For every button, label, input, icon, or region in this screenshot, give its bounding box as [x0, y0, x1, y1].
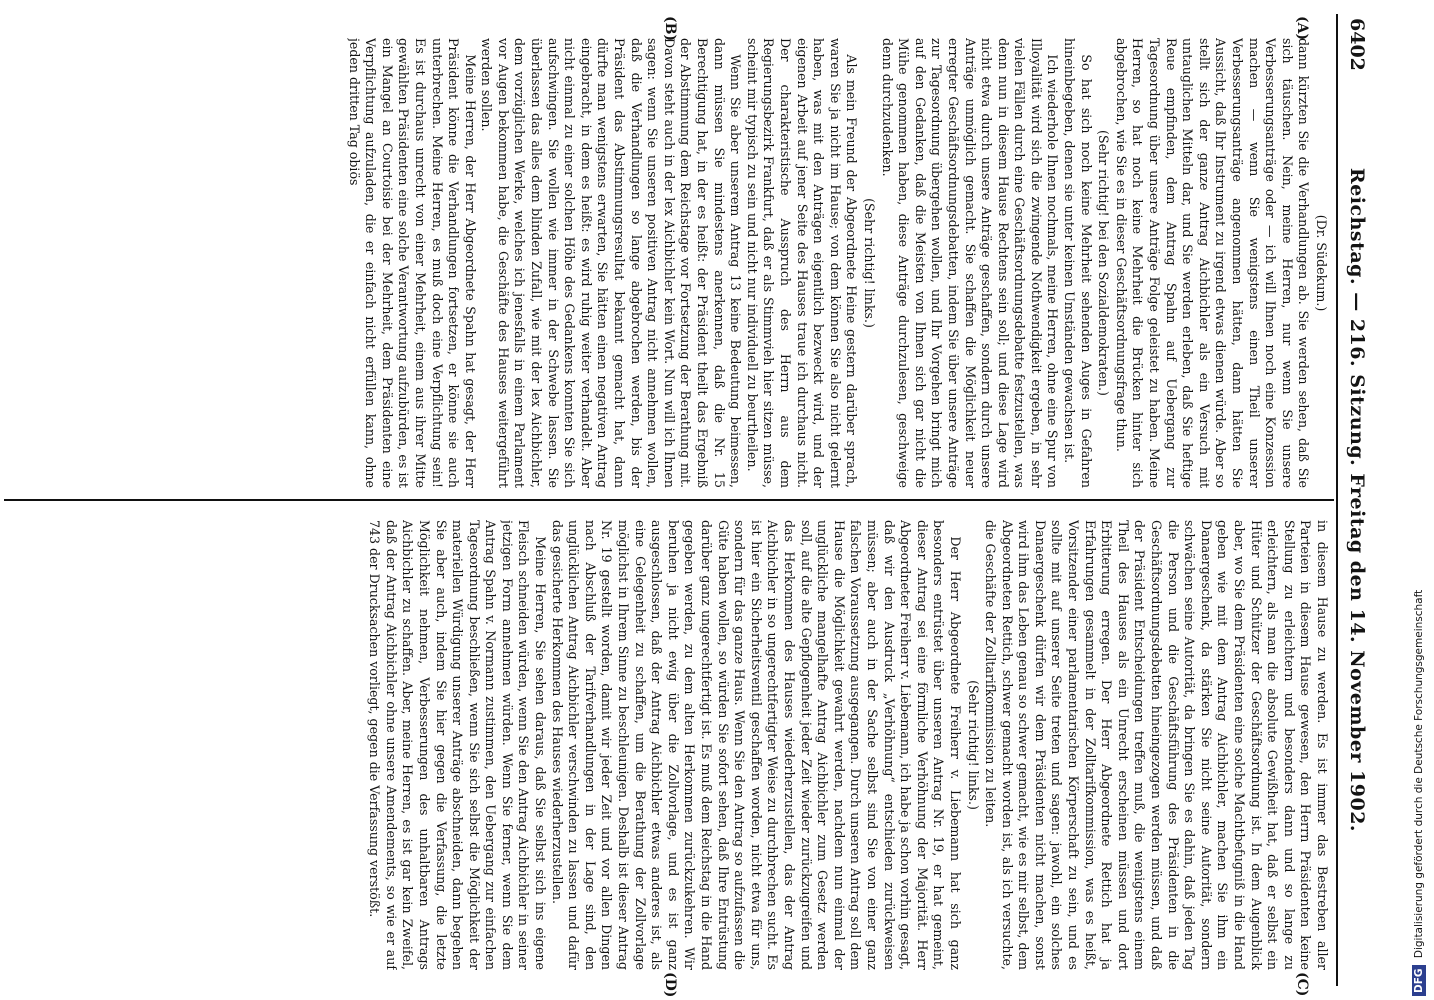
- margin-marker-d: (D): [662, 972, 678, 998]
- speaker-label: (Dr. Südekum.): [1314, 214, 1329, 312]
- page-header: [1340, 18, 1374, 982]
- paragraph: dann kürzten Sie die Verhandlungen ab. Sie werden sehen, daß Sie sich täuschen. Nein, meine Herren, nur wenn Sie unsere Verbesserungsanträge oder — ich will Ihnen noch eine Konzession machen — wenn Sie wenigstens einen Theil unserer Verbesserungsanträge angenommen hätten, dann hätten Sie Aussicht, daß Ihr Instrument zu irgend etwas dienen würde. Aber so stellt sich der ganze Antrag Aichbichler als ein Versuch mit untauglichen Mitteln dar, und Sie werden erleben, daß Sie heftige Reue empfinden, dem Antrag Spahn auf Uebergang zur Tagesordnung über unsere Anträge Folge geleistet zu haben. Meine Herren, so hat noch keine Mehrheit die Brücken hinter sich abgebrochen, wie Sie es in dieser Geschäftsordnungsfrage thun.: [1113, 38, 1312, 488]
- right-column: [10, 520, 1330, 970]
- credit-text: Digitalisierung gefördert durch die Deutsche Forschungsgemeinschaft: [1413, 589, 1425, 959]
- paragraph: Meine Herren, der Herr Abgeordnete Spahn hat gesagt, der Herr Präsident könne die Verhandlungen fortsetzen, er könne sie auch unterbrechen. Meine Herren, es muß doch eine Verpflichtung sein! Es ist durchaus unrecht von einer Mehrheit, einem aus ihrer Mitte gewählten Präsidenten eine solche Verantwortung aufzubürden, es ist ein Mangel an Courtoisie bei der Mehrheit, dem Präsidenten eine Verpflichtung aufzuladen, die er einfach nicht erfüllen kann, ohne jeden dritten Tag obiös: [346, 38, 478, 488]
- margin-marker-a: (A): [1294, 16, 1310, 41]
- running-title: Reichstag. — 216. Sitzung. Freitag den 14. November 1902.: [1346, 167, 1368, 833]
- paragraph: Wenn Sie aber unserem Antrag 13 keine Bedeutung beimessen, dann müssen Sie mindestens anerkennen, daß die Nr. 15 Berechtigung hat, in der es heißt: der Präsident theilt das Ergebniß der Abstimmung dem Reichstage vor Fortsetzung der Berathung mit. Davon steht auch in der lex Aichbichler kein Wort. Nun will ich Ihnen sagen: wenn Sie unseren positiven Antrag nicht annehmen wollen, daß die Verhandlungen so lange abgebrochen werden, bis der Präsident das Abstimmungsresultat bekannt gemacht hat, dann dürfte man wenigstens erwarten, Sie hätten einen negativen Antrag eingebracht, in dem es heißt: es wird ruhig weiter verhandelt. Aber nicht einmal zu einer solchen Höhe des Gedankens konnten Sie sich aufschwingen. Sie wollen wie immer in der Schwebe lassen. Sie überlassen das alles dem blinden Zufall, wie mit der lex Aichbichler, dem vorzüglichen Werke, welches ich jenesfalls in einem Parlament vor Augen bekommen habe, die Geschäfte des Hauses weitergeführt werden sollen.: [479, 38, 744, 488]
- column-divider: [4, 499, 1334, 501]
- interjection: (Sehr richtig! links.): [965, 680, 981, 810]
- paragraph: Ich wiederhole Ihnen nochmals, meine Herren, ohne eine Spur von Illoyalität wird sich die zwingende Nothwendigkeit ergeben, in sehr vielen Fällen durch eine Geschäftsordnungsdebatte festzustellen, was denn nun in diesem Hause Rechtens sein soll; und diese Lage wird nicht etwa durch unsere Anträge geschaffen, sondern durch unsere Anträge unmöglich gemacht. Sie schaffen die Möglichkeit neuer erregter Geschäftsordnungsdebatten, indem Sie über unsere Anträge zur Tagesordnung übergehen wollen, und Ihr Vorgehen bringt mich auf den Gedanken, daß die Meisten von Ihnen sich gar nicht die Mühe genommen haben, diese Anträge durchzulesen, geschweige denn durchzudenken.: [879, 38, 1061, 488]
- margin-marker-b: (B): [662, 16, 678, 42]
- page-number: 6402: [1346, 18, 1368, 71]
- interjection: (Sehr richtig! bei den Sozialdemokraten.): [1096, 130, 1112, 396]
- interjection: (Sehr richtig! links.): [861, 198, 877, 328]
- digitization-credit: [1408, 4, 1430, 996]
- paragraph: in diesem Hause zu werden. Es ist immer das Bestreben aller Parteien in diesem Hause gewesen, den Herrn Präsidenten keine Stellung zu erleichtern und besonders dann und so lange zu erleichtern, als man die absolute Gewißheit hat, daß er selbst ein Hüter und Schützer der Geschäftsordnung ist. In dem Augenblick aber, wo Sie dem Präsidenten eine solche Machtbefugniß in die Hand geben wie mit dem Antrag Aichbichler, machen Sie ihm ein Danaergeschenk, da stärken Sie nicht seine Autorität, sondern schwächen seine Autorität, da bringen Sie es dahin, daß jeden Tag die Person und die Geschäftsführung des Präsidenten in die Geschäftsordnungsdebatten hineingezogen werden müssen, und daß der Präsident Entscheidungen treffen muß, die wenigstens einem Theil des Hauses als ein Unrecht erscheinen müssen und dort Erbitterung erregen. Der Herr Abgeordnete Rettich hat ja Erfahrungen gesammelt in der Zolltarifkommission, was es heißt, Vorsitzender einer parlamentarischen Körperschaft zu sein, und es sollte mit auf unserer Seite treten und sagen: jawohl, ein solches Danaergeschenk dürfen wir dem Präsidenten nicht machen, sonst wird ihm das Leben genau so schwer gemacht, wie es mir selbst, dem Abgeordneten Rettich, schwer gemacht worden ist, als ich versuchte, die Geschäfte der Zolltarifkommission zu leiten.: [983, 520, 1330, 970]
- left-column: [10, 38, 1330, 488]
- margin-marker-c: (C): [1294, 972, 1310, 997]
- paragraph: Der Herr Abgeordnete Freiherr v. Liebemann hat sich ganz besonders entrüstet über unseren Antrag Nr. 19, er hat gemeint, dieser Antrag sei eine förmliche Verhöhnung der Majorität. Herr Abgeordneter Freiherr v. Liebemann, ich habe ja schon vorhin gesagt, daß wir den Ausdruck „Verhöhnung“ entschieden zurückweisen müssen; aber auch in der Sache selbst sind Sie von einer ganz falschen Voraussetzung ausgegangen. Durch unseren Antrag soll dem Hause die Möglichkeit gewahrt werden, nachdem nun einmal der unglückliche mangelhafte Antrag Aichbichler zum Gesetz werden soll, auf die alte Gepflogenheit jeder Zeit wieder zurückzugreifen und das Herkommen des Hauses wiederherzustellen, das der Antrag Aichbichler in so ungerechtfertigter Weise zu durchbrechen sucht. Es ist hier ein Sicherheitsventil geschaffen worden, nicht etwa für uns, sondern für das ganze Haus. Wenn Sie den Antrag so aufzufassen die Güte haben wollen, so würden Sie sofort sehen, daß Ihre Entrüstung darüber ganz ungerechtfertigt ist. Es muß dem Reichstag in die Hand gegeben werden, zu dem alten Herkommen zurückzukehren. Wir beruhen ja nicht ewig über die Zollvorlage, und es ist ganz ausgeschlossen, daß der Antrag Aichbichler etwas anderes ist, als eine Gelegenheit zu schaffen, um die Berathung der Zollvorlage möglichst in Ihrem Sinne zu beschleunigen. Deshalb ist dieser Antrag Nr. 19 gestellt worden, damit wir jeder Zeit und vor allen Dingen nach Abschluß der Tarifverhandlungen in der Lage sind, den unglücklichen Antrag Aichbichler verschwinden zu lassen und dafür das gesicherte Herkommen des Hauses wiederherzustellen.: [549, 520, 963, 970]
- paragraph: Meine Herren, Sie sehen daraus, daß Sie selbst sich ins eigene Fleisch schneiden würden, wenn Sie den Antrag Aichbichler in seiner jetzigen Form annehmen würden. Wenn Sie ferner, wenn Sie dem Antrag Spahn v. Normann zustimmen, den Uebergang zur einfachen Tagesordnung beschließen, wenn Sie sich selbst die Möglichkeit der materiellen Würdigung unserer Anträge abschneiden, dann begehen Sie aber auch, indem Sie hier gegen die Verfassung, die letzte Möglichkeit nehmen, Verbesserungen des unhaltbaren Antrags Aichbichler zu schaffen. Aber, meine Herren, es ist gar kein Zweifel, daß der Antrag Aichbichler ohne unsere Amendements, so wie er auf 743 der Drucksachen vorliegt, gegen die Verfassung verstößt.: [367, 520, 549, 970]
- header-rule: [1336, 14, 1338, 986]
- paragraph: Als mein Freund der Abgeordnete Heine gestern darüber sprach, waren Sie ja nicht im Hause; von dem können Sie also nicht gelernt haben, was mit den Anträgen eigentlich bezweckt wird, und der eigenen Arbeit auf jener Seite des Hauses traue ich durchaus nicht. Der charakteristische Ausspruch des Herrn aus dem Regierungsbezirk Frankfurt, daß er als Stimmvieh hier sitzen müsse, scheint mir typisch zu sein und nicht nur individuell zu beurtheilen.: [744, 38, 860, 488]
- dfg-logo: DFG: [1412, 965, 1426, 996]
- paragraph: So hat sich noch keine Mehrheit sehenden Auges in Gefahren hineinbegeben, denen sie unter keinen Umständen gewachsen ist.: [1062, 38, 1094, 488]
